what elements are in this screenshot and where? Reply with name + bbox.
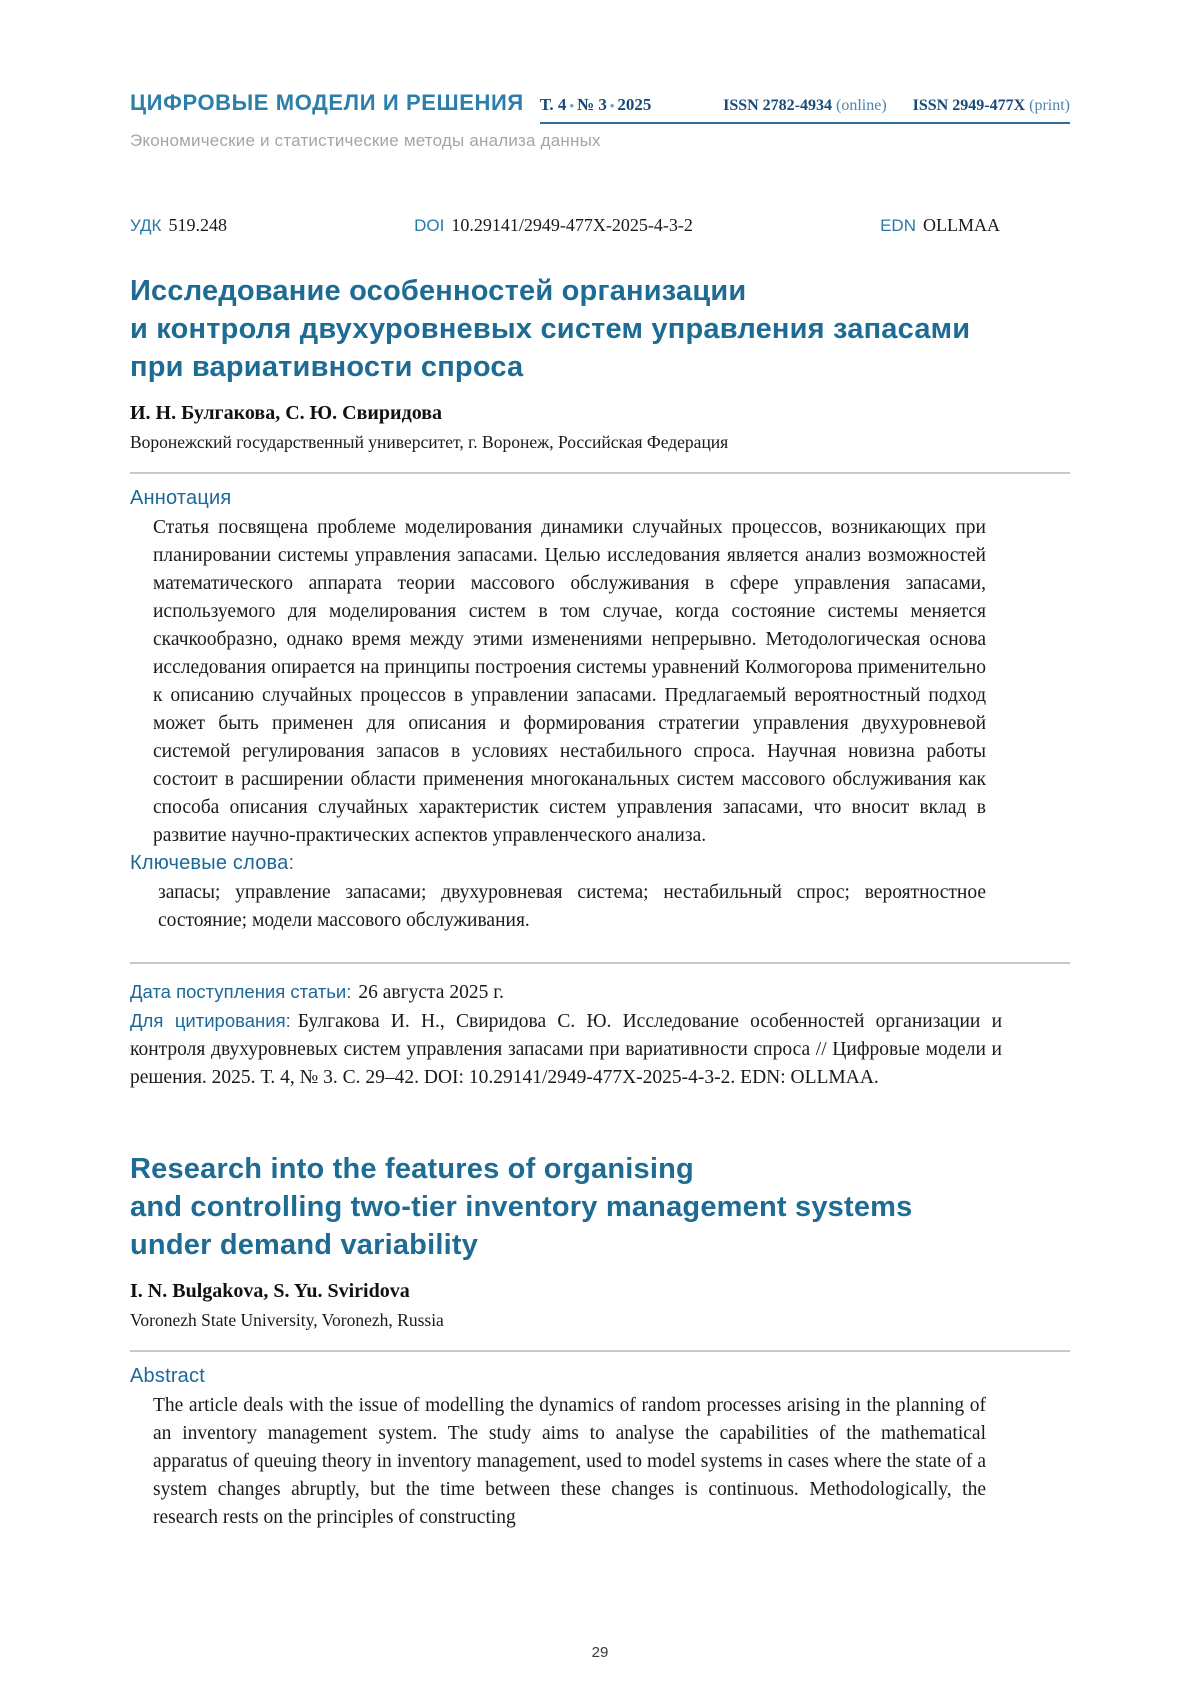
issn-print: ISSN 2949-477X bbox=[912, 97, 1026, 114]
received-date-line bbox=[130, 981, 1070, 1004]
issue: № 3 bbox=[577, 95, 607, 114]
title-line: при вариативности спроса bbox=[130, 351, 524, 383]
article-title-en bbox=[130, 1150, 1070, 1264]
udc-label: УДК bbox=[130, 216, 162, 235]
title-line: and controlling two-tier inventory management systems bbox=[130, 1191, 913, 1223]
doi-label: DOI bbox=[414, 216, 445, 235]
divider-rule bbox=[130, 1350, 1070, 1352]
citation-label: Для цитирования: bbox=[130, 1010, 291, 1031]
citation-paragraph bbox=[130, 1007, 1002, 1092]
title-line: under demand variability bbox=[130, 1229, 479, 1261]
issn-print-suffix: (print) bbox=[1029, 97, 1070, 114]
article-title-ru bbox=[130, 272, 1070, 386]
journal-name: ЦИФРОВЫЕ МОДЕЛИ И РЕШЕНИЯ bbox=[130, 90, 524, 115]
masthead-row bbox=[130, 90, 1070, 124]
edn bbox=[880, 215, 1000, 236]
page-number: 29 bbox=[591, 1644, 609, 1661]
citation-text: Булгакова И. Н., Свиридова С. Ю. Исследование особенностей организации и контроля двухуровневых систем управления запасами при вариативности спроса // Цифровые модели и решения. 2025. Т. 4, № 3. С. 29–42. DOI: 10.29141/2949-477X-2025-4-3-2. EDN: OLLMAA. bbox=[130, 1011, 1003, 1088]
edn-label: EDN bbox=[880, 216, 916, 235]
edn-value: OLLMAA bbox=[922, 215, 1000, 235]
authors-ru: И. Н. Булгакова, С. Ю. Свиридова bbox=[130, 402, 443, 424]
title-line: Исследование особенностей организации bbox=[130, 275, 747, 307]
year: 2025 bbox=[617, 95, 652, 114]
issn-online-suffix: (online) bbox=[836, 97, 887, 114]
divider-rule bbox=[130, 472, 1070, 474]
journal-header bbox=[130, 90, 1070, 151]
journal-subtitle: Экономические и статистические методы анализа данных bbox=[130, 131, 601, 150]
abstract-text-ru: Статья посвящена проблеме моделирования динамики случайных процессов, возникающих при планировании системы управления запасами. Целью исследования является анализ возможностей математического аппарата теории массового обслуживания в сфере управления запасами, используемого для моделирования систем в том случае, когда состояние системы меняется скачкообразно, однако время между этими изменениями непрерывно. Методологическая основа исследования опирается на принципы построения системы уравнений Колмогорова применительно к описанию случайных процессов в управлении запасами. Предлагаемый вероятностный подход может быть применен для описания и формирования стратегии управления двухуровневой системой регулирования запасов в условиях нестабильного спроса. Научная новизна работы состоит в расширении области применения многоканальных систем массового обслуживания как способа описания случайных характеристик систем управления запасами, что вносит вклад в развитие научно-практических аспектов управленческого анализа. bbox=[153, 517, 986, 846]
authors-en: I. N. Bulgakova, S. Yu. Sviridova bbox=[130, 1280, 410, 1302]
volume-issue-year bbox=[540, 95, 652, 115]
doi bbox=[414, 215, 693, 236]
separator-dot: • bbox=[609, 98, 615, 113]
doi-value: 10.29141/2949-477X-2025-4-3-2 bbox=[451, 215, 693, 235]
title-line: Research into the features of organising bbox=[130, 1153, 694, 1185]
keywords-text-ru: запасы; управление запасами; двухуровневая система; нестабильный спрос; вероятностное состояние; модели массового обслуживания. bbox=[158, 882, 986, 931]
abstract-heading-en: Abstract bbox=[130, 1365, 205, 1387]
udc bbox=[130, 215, 227, 236]
issn-online: ISSN 2782-4934 bbox=[723, 97, 832, 114]
masthead-right bbox=[540, 95, 1070, 124]
issn-group bbox=[723, 97, 1070, 115]
title-line: и контроля двухуровневых систем управления запасами bbox=[130, 313, 971, 345]
udc-value: 519.248 bbox=[168, 215, 227, 235]
divider-rule bbox=[130, 962, 1070, 964]
received-value: 26 августа 2025 г. bbox=[358, 982, 504, 1003]
keywords-heading-ru: Ключевые слова: bbox=[130, 852, 295, 874]
received-label: Дата поступления статьи: bbox=[130, 981, 352, 1002]
article-meta-row bbox=[130, 215, 1000, 236]
english-section bbox=[130, 1092, 1070, 1532]
volume: Т. 4 bbox=[539, 95, 567, 114]
affiliation-en: Voronezh State University, Voronezh, Russia bbox=[130, 1310, 444, 1330]
abstract-text-en: The article deals with the issue of modelling the dynamics of random processes arising in the planning of an inventory management system. The study aims to analyse the capabilities of the mathematical apparatus of queuing theory in inventory management, used to model systems in cases where the state of a system changes abruptly, but the time between these changes is continuous. Methodologically, the research rests on the principles of constructing bbox=[153, 1395, 986, 1528]
abstract-heading-ru: Аннотация bbox=[130, 487, 232, 509]
russian-section bbox=[130, 236, 1070, 1092]
affiliation-ru: Воронежский государственный университет, г. Воронеж, Российская Федерация bbox=[130, 432, 729, 452]
separator-dot: • bbox=[569, 98, 574, 113]
